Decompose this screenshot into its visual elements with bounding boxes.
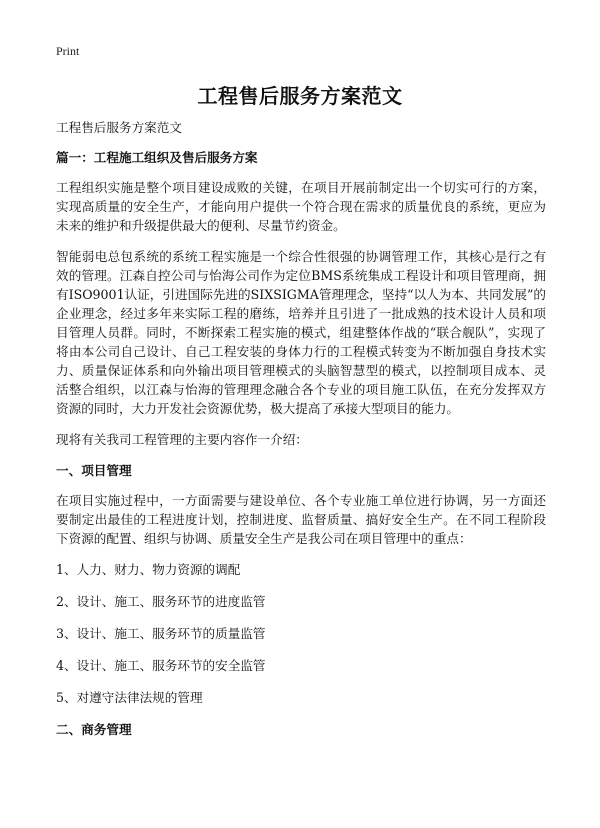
print-label[interactable]: Print	[56, 44, 80, 58]
list-item: 1、人力、财力、物力资源的调配	[56, 562, 241, 577]
list-item: 4、设计、施工、服务环节的安全监管	[56, 658, 266, 673]
list-item: 3、设计、施工、服务环节的质量监管	[56, 626, 266, 641]
list-item: 5、对遵守法律法规的管理	[56, 690, 203, 705]
document-subtitle: 工程售后服务方案范文	[56, 120, 182, 135]
section-heading-business-management: 二、商务管理	[56, 722, 132, 737]
document-title: 工程售后服务方案范文	[197, 84, 403, 108]
list-item: 2、设计、施工、服务环节的进度监管	[56, 594, 266, 609]
section-heading-project-management: 一、项目管理	[56, 463, 132, 478]
document-body	[56, 118, 546, 750]
paragraph-management: 智能弱电总包系统的系统工程实施是一个综合性很强的协调管理工作，其核心是行之有效的管理。江森自控公司与怡海公司作为定位BMS系统集成工程设计和项目管理商，拥有ISO9001认证，引进国际先进的SIXSIGMA管理理念，坚持“以人为本、共同发展”的企业理念，经过多年来实际工程的磨练，培养并且引进了一批成熟的技术设计人员和项目管理人员群。同时，不断探索工程实施的模式，组建整体作战的“联合舰队”，实现了将由本公司自己设计、自己工程安装的身体力行的工程模式转变为不断加强自身技术实力、质量保证体系和向外输出项目管理模式的头脑智慧型的模式，以控制项目成本、灵活整合组织，以江森与怡海的管理理念融合各个专业的项目施工队伍，在充分发挥双方资源的同时，大力开发社会资源优势，极大提高了承接大型项目的能力。	[56, 249, 546, 416]
chapter-heading: 篇一：工程施工组织及售后服务方案	[56, 150, 258, 165]
paragraph-overview: 现将有关我司工程管理的主要内容作一介绍：	[56, 432, 308, 447]
paragraph-intro: 工程组织实施是整个项目建设成败的关键，在项目开展前制定出一个切实可行的方案，实现高质量的安全生产，才能向用户提供一个符合现在需求的质量优良的系统，更应为未来的维护和升级提供最大的便利、尽量节约资金。	[56, 180, 546, 233]
paragraph-project-management: 在项目实施过程中，一方面需要与建设单位、各个专业施工单位进行协调，另一方面还要制定出最佳的工程进度计划，控制进度、监督质量、搞好安全生产。在不同工程阶段下资源的配置、组织与协调、质量安全生产是我公司在项目管理中的重点：	[56, 493, 546, 546]
